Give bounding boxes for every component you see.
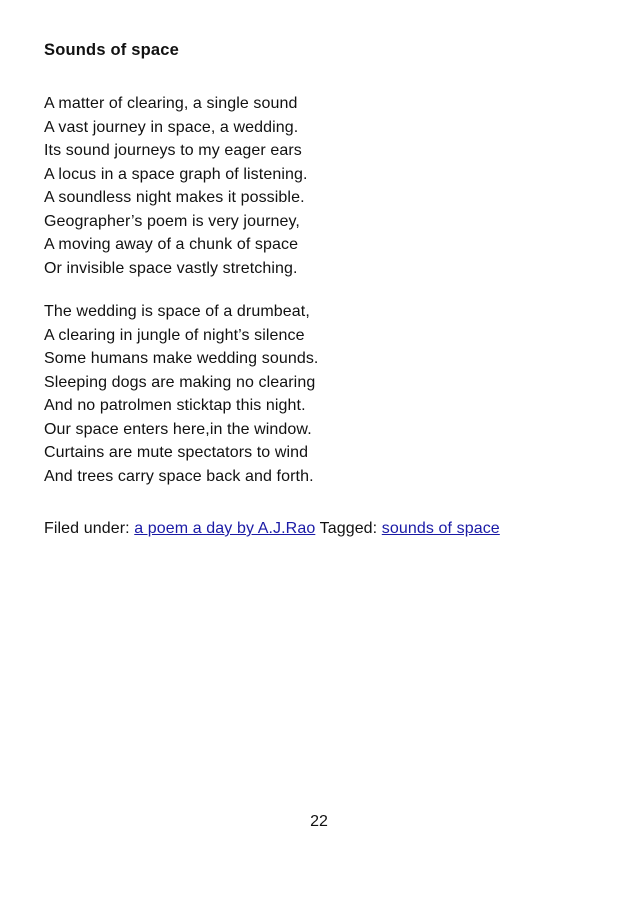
poem-line: Our space enters here,in the window. (44, 420, 312, 438)
poem-stanza-1 (44, 92, 308, 280)
category-link[interactable]: a poem a day by A.J.Rao (134, 520, 316, 537)
page-title: Sounds of space (44, 41, 180, 59)
poem-line: Geographer’s poem is very journey, (44, 212, 300, 230)
poem-line: Some humans make wedding sounds. (44, 350, 319, 367)
poem-line: The wedding is space of a drumbeat, (44, 303, 310, 320)
tagged-label: Tagged: (319, 520, 378, 537)
poem-line: Its sound journeys to my eager ears (44, 142, 302, 159)
poem-stanza-2 (44, 300, 318, 488)
poem-line: And trees carry space back and forth. (44, 467, 314, 485)
poem-line: A moving away of a chunk of space (44, 236, 299, 253)
poem-line: A soundless night makes it possible. (44, 189, 305, 206)
poem-line: A clearing in jungle of night’s silence (44, 326, 305, 344)
tag-link[interactable]: sounds of space (381, 520, 500, 537)
poem-line: A locus in a space graph of listening. (44, 165, 308, 183)
filed-under-label: Filed under: (44, 520, 130, 537)
poem-line: A vast journey in space, a wedding. (44, 118, 299, 136)
poem-line: And no patrolmen sticktap this night. (44, 397, 306, 414)
poem-line: Sleeping dogs are making no clearing (44, 373, 316, 391)
poem-line: A matter of clearing, a single sound (44, 95, 298, 112)
poem-line: Curtains are mute spectators to wind (44, 444, 309, 461)
poem-line: Or invisible space vastly stretching. (44, 259, 298, 277)
page-number: 22 (310, 813, 328, 830)
post-meta (44, 517, 500, 541)
